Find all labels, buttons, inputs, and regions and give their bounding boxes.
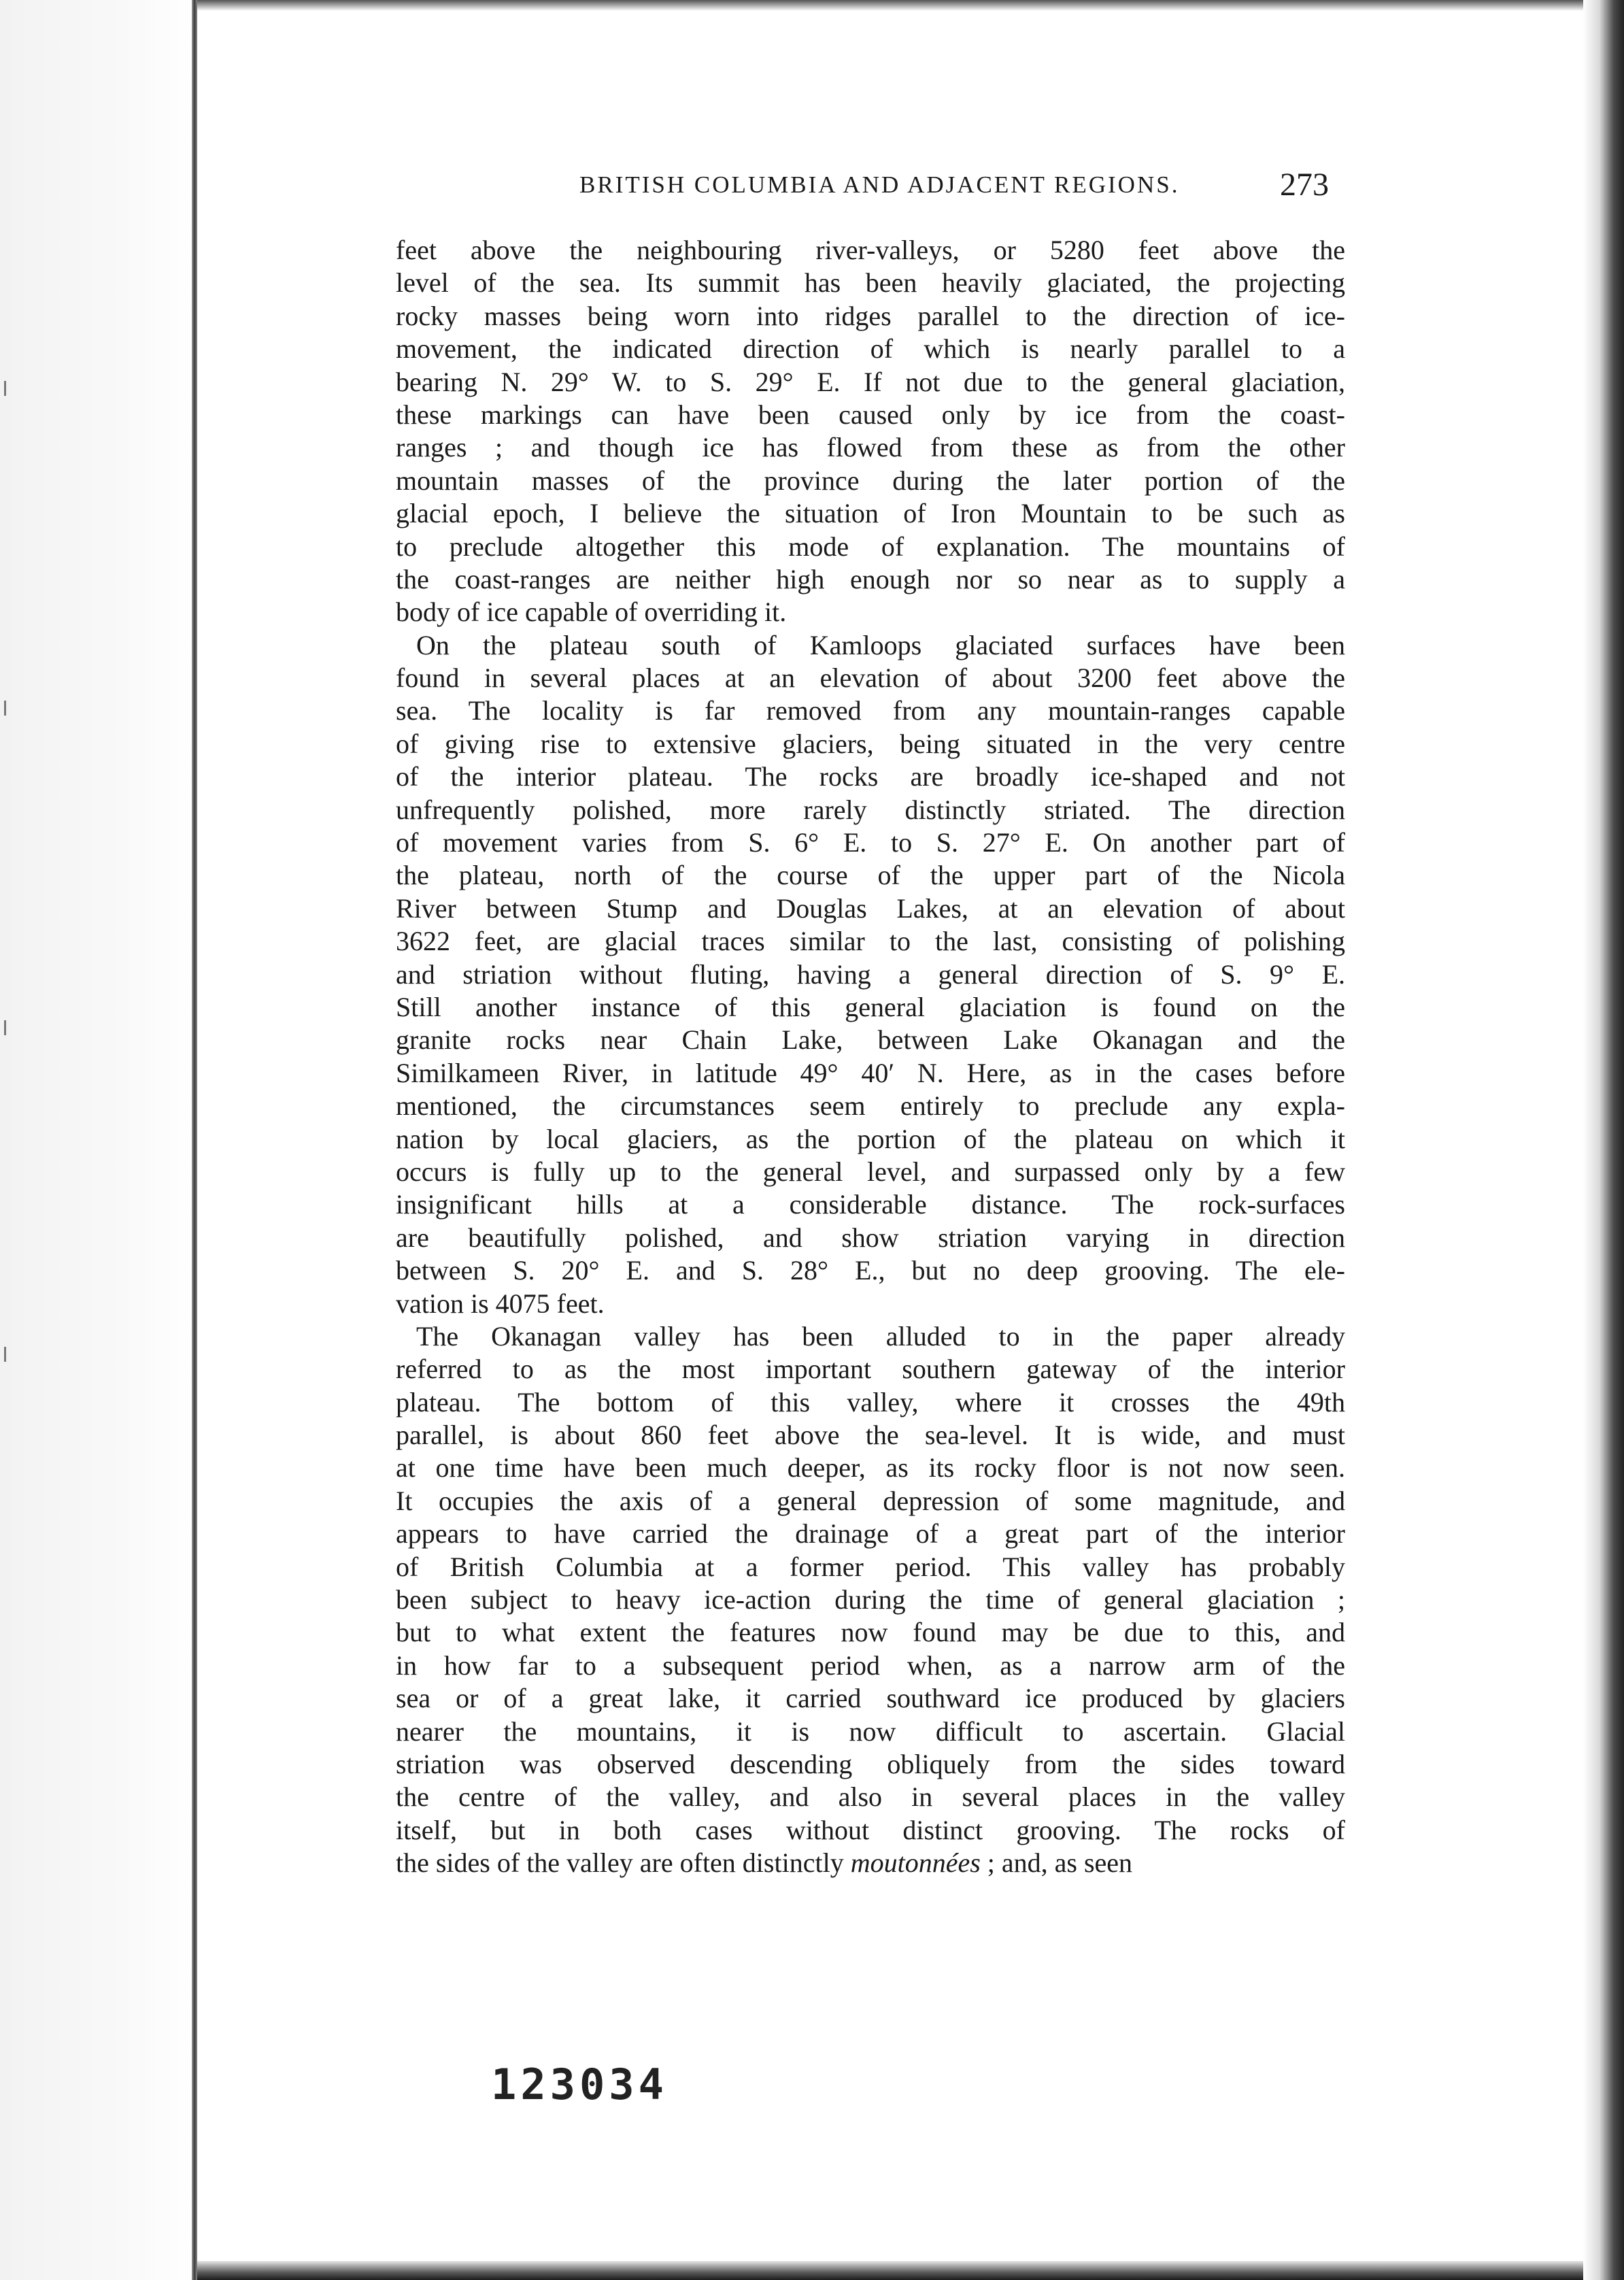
text-line-italic xyxy=(396,1847,1345,1879)
scan-bottom-edge xyxy=(197,2261,1583,2280)
text-line: On the plateau south of Kamloops glaciated surfaces have been xyxy=(416,629,1345,660)
text-line: appears to have carried the drainage of a great part of the interior xyxy=(396,1518,1345,1549)
text-line: of the interior plateau. The rocks are broadly ice-shaped and not xyxy=(396,761,1345,792)
scan-right-edge xyxy=(1583,0,1624,2280)
text-line: been subject to heavy ice-action during the time of general glaciation ; xyxy=(396,1584,1345,1615)
text-line: striation was observed descending obliquely from the sides toward xyxy=(396,1748,1345,1779)
text-line: body of ice capable of overriding it. xyxy=(396,597,787,628)
text-line: feet above the neighbouring river-valleys, or 5280 feet above the xyxy=(396,235,1345,265)
scan-top-edge xyxy=(197,0,1583,11)
margin-tick xyxy=(4,1347,6,1362)
text-line: of giving rise to extensive glaciers, being situated in the very centre xyxy=(396,728,1345,759)
text-line: The Okanagan valley has been alluded to in the paper already xyxy=(416,1320,1345,1352)
text-line: glacial epoch, I believe the situation of Iron Mountain to be such as xyxy=(396,498,1345,529)
text-line: River between Stump and Douglas Lakes, at an elevation of about xyxy=(396,892,1345,924)
scan-left-margin xyxy=(0,0,197,2280)
text-line: 3622 feet, are glacial traces similar to the last, consisting of polishing xyxy=(396,926,1345,957)
text-line: Similkameen River, in latitude 49° 40′ N. Here, as in the cases before xyxy=(396,1057,1345,1088)
text-line: and striation without fluting, having a general direction of S. 9° E. xyxy=(396,958,1345,990)
text-line: occurs is fully up to the general level, and surpassed only by a few xyxy=(396,1156,1345,1187)
text-line: granite rocks near Chain Lake, between Lake Okanagan and the xyxy=(396,1024,1345,1056)
text-line: the centre of the valley, and also in several places in the valley xyxy=(396,1781,1345,1813)
body-text xyxy=(396,234,1345,1880)
catalogue-stamp: 123034 xyxy=(491,2060,668,2109)
margin-tick xyxy=(4,1020,6,1035)
text-line: these markings can have been caused only by ice from the coast- xyxy=(396,399,1345,430)
text-line: plateau. The bottom of this valley, where it crosses the 49th xyxy=(396,1386,1345,1418)
text-line: nation by local glaciers, as the portion of the plateau on which it xyxy=(396,1123,1345,1154)
running-head: BRITISH COLUMBIA AND ADJACENT REGIONS. xyxy=(579,171,1180,198)
text-line: vation is 4075 feet. xyxy=(396,1288,605,1319)
margin-tick xyxy=(4,381,6,396)
text-line: referred to as the most important southern gateway of the interior xyxy=(396,1354,1345,1385)
text-line: itself, but in both cases without distinct grooving. The rocks of xyxy=(396,1814,1345,1845)
text-line: rocky masses being worn into ridges parallel to the direction of ice- xyxy=(396,300,1345,331)
text-line: of British Columbia at a former period. This valley has probably xyxy=(396,1551,1345,1582)
text-line: It occupies the axis of a general depression of some magnitude, and xyxy=(396,1485,1345,1516)
text-run: ; and, as seen xyxy=(980,1847,1133,1879)
text-line: the plateau, north of the course of the upper part of the Nicola xyxy=(396,860,1345,891)
text-line: but to what extent the features now found may be due to this, and xyxy=(396,1617,1345,1648)
text-line: nearer the mountains, it is now difficult to ascertain. Glacial xyxy=(396,1715,1345,1747)
text-line: of movement varies from S. 6° E. to S. 27° E. On another part of xyxy=(396,827,1345,858)
text-line: between S. 20° E. and S. 28° E., but no deep grooving. The ele- xyxy=(396,1255,1345,1286)
text-line: the coast-ranges are neither high enough nor so near as to supply a xyxy=(396,563,1345,594)
text-line: unfrequently polished, more rarely distinctly striated. The direction xyxy=(396,794,1345,825)
text-line: level of the sea. Its summit has been heavily glaciated, the projecting xyxy=(396,267,1345,299)
text-line: mountain masses of the province during the later portion of the xyxy=(396,465,1345,496)
page-number: 273 xyxy=(1280,167,1329,203)
text-run: the sides of the valley are often distinctly xyxy=(396,1847,851,1879)
text-line: sea or of a great lake, it carried southward ice produced by glaciers xyxy=(396,1683,1345,1714)
margin-tick xyxy=(4,701,6,716)
scan-page-fold xyxy=(192,0,197,2280)
text-line: sea. The locality is far removed from any mountain-ranges capable xyxy=(396,695,1345,726)
text-line: ranges ; and though ice has flowed from these as from the other xyxy=(396,432,1345,463)
text-line: parallel, is about 860 feet above the sea-level. It is wide, and must xyxy=(396,1420,1345,1451)
text-line: Still another instance of this general glaciation is found on the xyxy=(396,991,1345,1022)
text-line: to preclude altogether this mode of explanation. The mountains of xyxy=(396,531,1345,562)
text-line: movement, the indicated direction of which is nearly parallel to a xyxy=(396,333,1345,365)
text-line: are beautifully polished, and show striation varying in direction xyxy=(396,1222,1345,1253)
italic-word: moutonnées xyxy=(850,1847,981,1879)
text-line: mentioned, the circumstances seem entirely to preclude any expla- xyxy=(396,1090,1345,1122)
text-line: insignificant hills at a considerable distance. The rock-surfaces xyxy=(396,1189,1345,1220)
text-line: at one time have been much deeper, as its rocky floor is not now seen. xyxy=(396,1452,1345,1483)
text-line: in how far to a subsequent period when, as a narrow arm of the xyxy=(396,1649,1345,1681)
text-line: bearing N. 29° W. to S. 29° E. If not due to the general glaciation, xyxy=(396,366,1345,397)
text-line: found in several places at an elevation of about 3200 feet above the xyxy=(396,663,1345,694)
